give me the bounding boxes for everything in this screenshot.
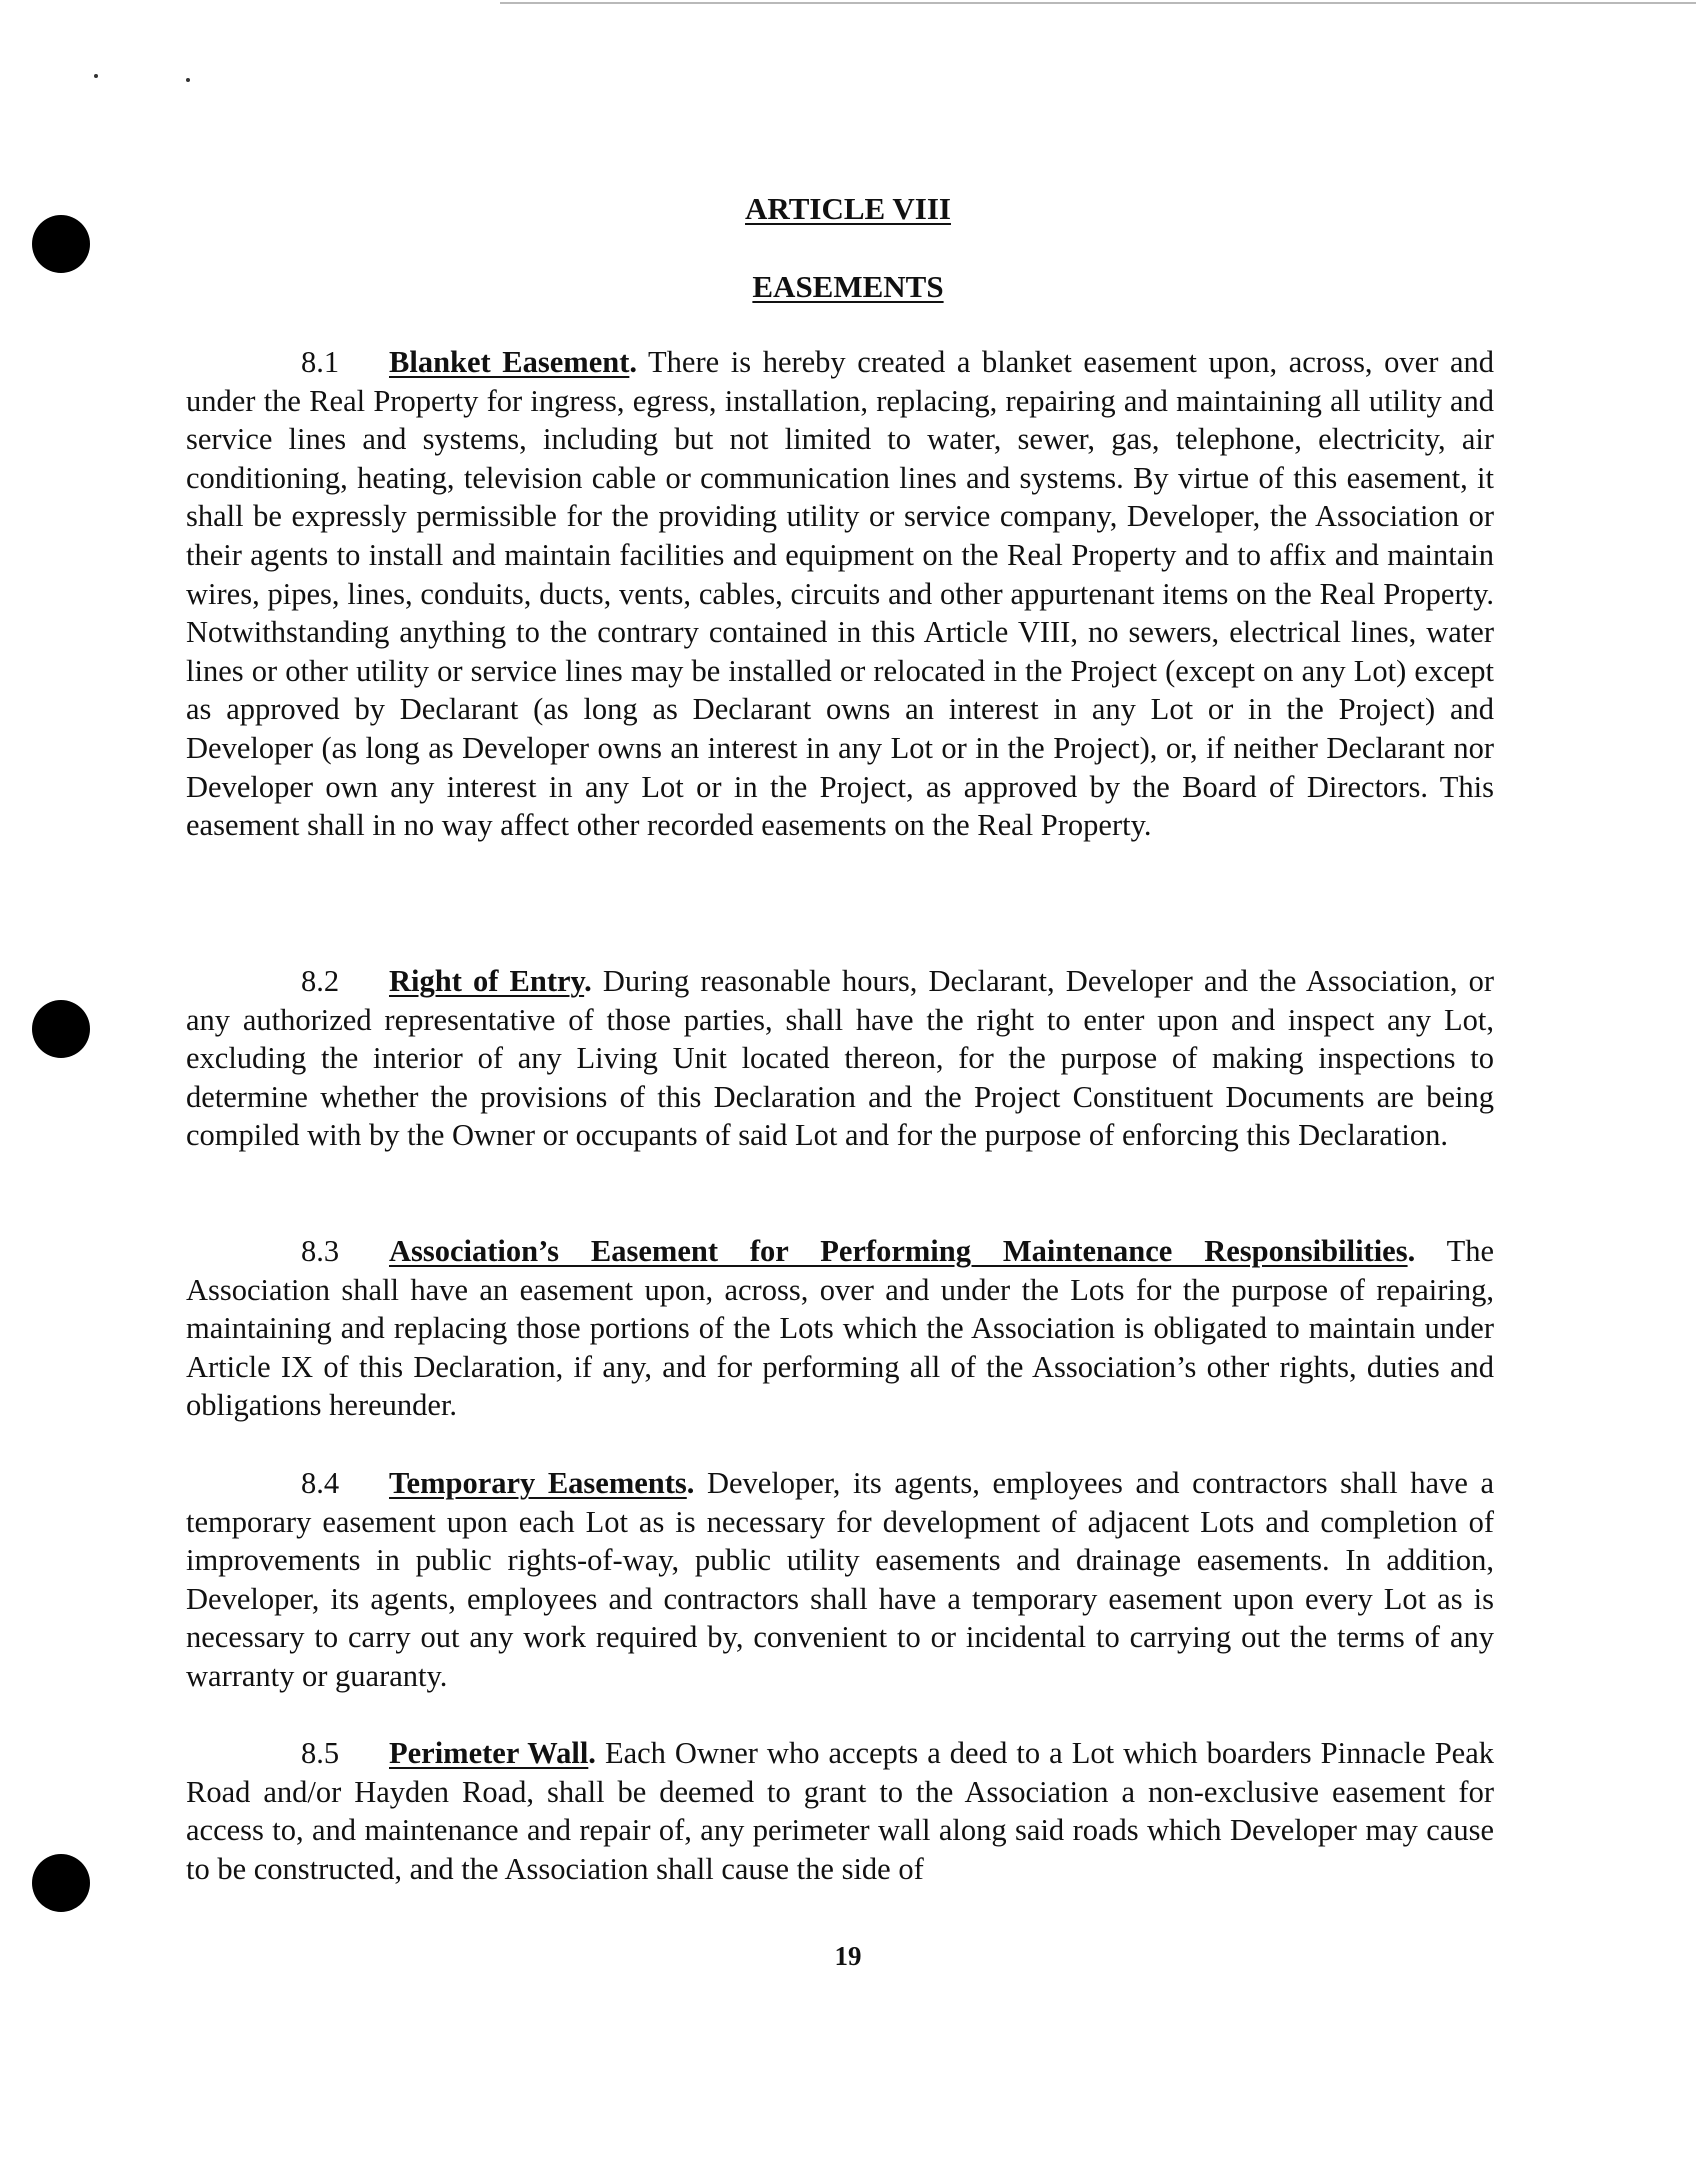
article-heading: ARTICLE VIII <box>745 191 951 226</box>
section-text: Each Owner who accepts a deed to a Lot which boarders Pinnacle Peak Road and/or Hayden Road, shall be deemed to grant to the Association a non-exclusive easement for access to, and maintenance and repair of, any perimeter wall along said roads which Developer may cause to be constructed, and the Association shall cause the side of <box>186 1736 1494 1886</box>
section-text: Developer, its agents, employees and contractors shall have a temporary easement upon each Lot as is necessary for development of adjacent Lots and completion of improvements in public rights-of-way, public utility easements and drainage easements. In addition, Developer, its agents, employees and contractors shall have a temporary easement upon every Lot as is necessary to carry out any work required by, convenient to or incidental to carrying out the terms of any warranty or guaranty. <box>186 1466 1494 1693</box>
section-8-2: 8.2 Right of Entry. During reasonable hours, Declarant, Developer and the Association, or any authorized representative of those parties, shall have the right to enter upon and inspect any Lot, excluding the interior of any Living Unit located thereon, for the purpose of making inspections to determine whether the provisions of this Declaration and the Project Constituent Documents are being compiled with by the Owner or occupants of said Lot and for the purpose of enforcing this Declaration. <box>186 964 1495 1153</box>
scan-speck <box>94 74 98 78</box>
article-subheading: EASEMENTS <box>752 269 944 304</box>
section-text: During reasonable hours, Declarant, Developer and the Association, or any authorized representative of those parties, shall have the right to enter upon and inspect any Lot, excluding the interior of any Living Unit located thereon, for the purpose of making inspections to determine whether the provisions of this Declaration and the Project Constituent Documents are being compiled with by the Owner or occupants of said Lot and for the purpose of enforcing this Declaration. <box>186 964 1495 1153</box>
section-8-1: 8.1 Blanket Easement. There is hereby created a blanket easement upon, across, over and under the Real Property for ingress, egress, installation, replacing, repairing and maintaining all utility and service lines and systems, including but not limited to water, sewer, gas, telephone, electricity, air conditioning, heating, television cable or communication lines and systems. By virtue of this easement, it shall be expressly permissible for the providing utility or service company, Developer, the Association or their agents to install and maintain facilities and equipment on the Real Property and to affix and maintain wires, pipes, lines, conduits, ducts, vents, cables, circuits and other appurtenant items on the Real Property. Notwithstanding anything to the contrary contained in this Article VIII, no sewers, electrical lines, water lines or other utility or service lines may be installed or relocated in the Project (except on any Lot) except as approved by Declarant (as long as Declarant owns an interest in any Lot or in the Project) and Developer (as long as Developer owns an interest in any Lot or in the Project), or, if neither Declarant nor Developer own any interest in any Lot or in the Project, as approved by the Board of Directors. This easement shall in no way affect other recorded easements on the Real Property. <box>186 345 1494 843</box>
section-8-5: 8.5 Perimeter Wall. Each Owner who accepts a deed to a Lot which boarders Pinnacle Peak Road and/or Hayden Road, shall be deemed to grant to the Association a non-exclusive easement for access to, and maintenance and repair of, any perimeter wall along said roads which Developer may cause to be constructed, and the Association shall cause the side of <box>186 1736 1494 1886</box>
punch-hole <box>32 1854 90 1912</box>
section-title: Perimeter Wall <box>389 1736 589 1770</box>
scan-speck <box>186 78 190 82</box>
page-number: 19 <box>834 1941 862 1971</box>
top-edge-rule <box>500 2 1696 4</box>
section-title: Right of Entry <box>389 964 585 998</box>
section-title: Temporary Easements <box>389 1466 687 1500</box>
section-text: The Association shall have an easement upon, across, over and under the Lots for the purpose of repairing, maintaining and replacing those portions of the Lots which the Association is obligated to maintain under Article IX of this Declaration, if any, and for performing all of the Association’s other rights, duties and obligations hereunder. <box>186 1234 1494 1423</box>
punch-hole <box>32 1000 90 1058</box>
section-8-3: 8.3 Association’s Easement for Performing Maintenance Responsibilities. The Association shall have an easement upon, across, over and under the Lots for the purpose of repairing, maintaining and replacing those portions of the Lots which the Association is obligated to maintain under Article IX of this Declaration, if any, and for performing all of the Association’s other rights, duties and obligations hereunder. <box>186 1234 1494 1423</box>
section-8-4: 8.4 Temporary Easements. Developer, its agents, employees and contractors shall have a temporary easement upon each Lot as is necessary for development of adjacent Lots and completion of improvements in public rights-of-way, public utility easements and drainage easements. In addition, Developer, its agents, employees and contractors shall have a temporary easement upon every Lot as is necessary to carry out any work required by, convenient to or incidental to carrying out the terms of any warranty or guaranty. <box>186 1466 1494 1693</box>
section-text: There is hereby created a blanket easement upon, across, over and under the Real Property for ingress, egress, installation, replacing, repairing and maintaining all utility and service lines and systems, including but not limited to water, sewer, gas, telephone, electricity, air conditioning, heating, television cable or communication lines and systems. By virtue of this easement, it shall be expressly permissible for the providing utility or service company, Developer, the Association or their agents to install and maintain facilities and equipment on the Real Property and to affix and maintain wires, pipes, lines, conduits, ducts, vents, cables, circuits and other appurtenant items on the Real Property. Notwithstanding anything to the contrary contained in this Article VIII, no sewers, electrical lines, water lines or other utility or service lines may be installed or relocated in the Project (except on any Lot) except as approved by Declarant (as long as Declarant owns an interest in any Lot or in the Project) and Developer (as long as Developer owns an interest in any Lot or in the Project), or, if neither Declarant nor Developer own any interest in any Lot or in the Project, as approved by the Board of Directors. This easement shall in no way affect other recorded easements on the Real Property. <box>186 345 1494 843</box>
section-title: Association’s Easement for Performing Maintenance Responsibilities <box>389 1234 1408 1268</box>
section-title: Blanket Easement <box>389 345 630 379</box>
